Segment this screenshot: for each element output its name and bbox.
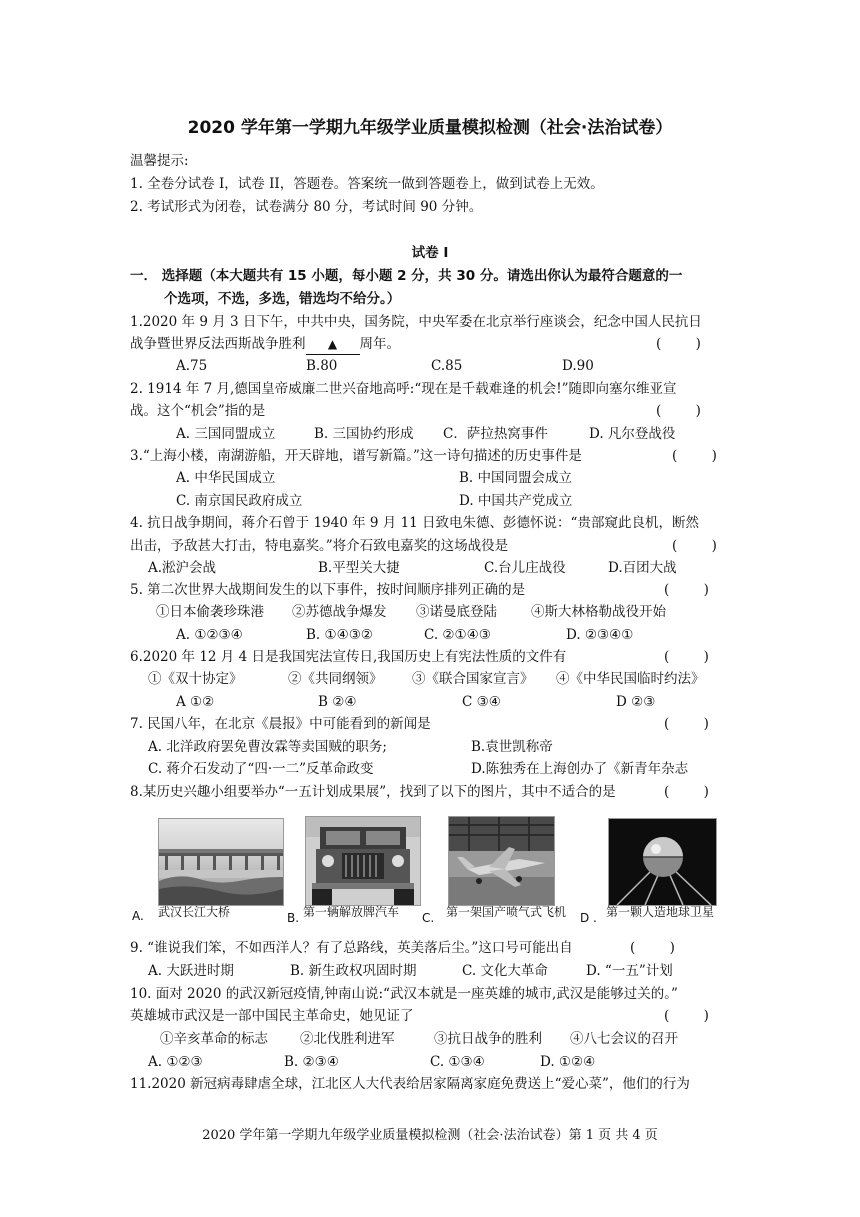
tip-2: 2. 考试形式为闭卷，试卷满分 80 分，考试时间 90 分钟。 — [130, 199, 483, 215]
q3-option-d: D. 中国共产党成立 — [459, 493, 573, 509]
q1-option-b: B.80 — [306, 358, 338, 374]
q10-option-d: D. ①②④ — [540, 1054, 596, 1070]
q1-option-d: D.90 — [562, 358, 594, 374]
q4-option-d: D.百团大战 — [608, 560, 677, 576]
tip-1: 1. 全卷分试卷 I，试卷 II，答题卷。答案统一做到答题卷上，做到试卷上无效。 — [130, 176, 604, 192]
section-title: 试卷 I — [411, 245, 449, 261]
q3-option-b: B. 中国同盟会成立 — [459, 470, 573, 486]
q7-answer-paren: ( ) — [664, 716, 709, 732]
q3-stem-line1: 3.“上海小楼，南湖游船，开天辟地，谱写新篇。”这一诗句描述的历史事件是 — [130, 448, 582, 464]
tips-heading: 温馨提示: — [130, 153, 189, 169]
q2-stem-line1: 2. 1914 年 7 月,德国皇帝威廉二世兴奋地高呼:“现在是千载难逢的机会!”随即向塞尔维亚宣 — [130, 381, 677, 397]
q8-letter-d: D . — [580, 911, 597, 925]
q5-item-4: ④斯大林格勒战役开始 — [531, 604, 666, 620]
q2-option-b: B. 三国协约形成 — [314, 426, 414, 442]
q5-option-b: B. ①④③② — [306, 627, 373, 643]
q2-answer-paren: ( ) — [656, 403, 701, 419]
q10-stem-line1: 10. 面对 2020 的武汉新冠疫情,钟南山说:“武汉本就是一座英雄的城市,武汉是能够过关的。” — [130, 986, 678, 1002]
q8-letter-c: C. — [422, 911, 435, 925]
page-title: 2020 学年第一学期九年级学业质量模拟检测（社会·法治试卷） — [187, 118, 673, 138]
q3-option-c: C. 南京国民政府成立 — [176, 493, 303, 509]
q5-option-d: D. ②③④① — [566, 627, 634, 643]
q10-option-c: C. ①③④ — [430, 1054, 485, 1070]
q10-item-4: ④八七会议的召开 — [570, 1031, 678, 1047]
q6-item-4: ④《中华民国临时约法》 — [556, 671, 705, 687]
q1-option-a: A.75 — [176, 358, 208, 374]
q9-option-d: D. “一五”计划 — [586, 963, 673, 979]
q4-option-a: A.淞沪会战 — [148, 560, 217, 576]
q6-option-d: D ②③ — [616, 694, 656, 710]
q4-stem-line1: 4. 抗日战争期间，蒋介石曾于 1940 年 9 月 11 日致电朱德、彭德怀说：“贵部窥此良机，断然 — [130, 515, 699, 531]
q7-stem-line1: 7. 民国八年，在北京《晨报》中可能看到的新闻是 — [130, 716, 431, 732]
q1-stem-line1: 1.2020 年 9 月 3 日下午，中共中央，国务院，中央军委在北京举行座谈会，纪念中国人民抗日 — [130, 314, 702, 330]
q10-item-2: ②北伐胜利进军 — [300, 1031, 395, 1047]
q9-stem-line1: 9. “谁说我们笨，不如西洋人？有了总路线，英美落后尘。”这口号可能出自 — [130, 940, 573, 956]
q2-option-a: A. 三国同盟成立 — [176, 426, 276, 442]
q8-letter-a: A. — [132, 909, 144, 923]
q1-option-c: C.85 — [431, 358, 463, 374]
q6-item-2: ②《共同纲领》 — [288, 671, 383, 687]
q4-stem-line2: 出击，予敌甚大打击，特电嘉奖。”将介石致电嘉奖的这场战役是 — [130, 538, 509, 554]
q5-item-1: ①日本偷袭珍珠港 — [156, 604, 264, 620]
q3-answer-paren: ( ) — [672, 448, 717, 464]
q10-item-3: ③抗日战争的胜利 — [434, 1031, 542, 1047]
bridge-photo-icon — [158, 818, 284, 906]
q9-option-a: A. 大跃进时期 — [148, 963, 234, 979]
q8-stem-line1: 8.某历史兴趣小组要举办“一五计划成果展”，找到了以下的图片，其中不适合的是 — [130, 784, 616, 800]
q11-stem-line1: 11.2020 新冠病毒肆虐全球，江北区人大代表给居家隔离家庭免费送上“爱心菜”，他们的行为 — [130, 1076, 690, 1092]
q5-option-a: A. ①②③④ — [176, 627, 243, 643]
q1-blank: ▲ — [306, 334, 360, 355]
q7-option-c: C. 蒋介石发动了“四·一二”反革命政变 — [148, 761, 374, 777]
q10-answer-paren: ( ) — [664, 1008, 709, 1024]
part1-instruction-line2: 个选项，不选，多选，错选均不给分。） — [164, 291, 401, 307]
q9-answer-paren: ( ) — [630, 940, 675, 956]
q7-option-d: D.陈独秀在上海创办了《新青年杂志 — [471, 761, 689, 777]
q6-option-c: C ③④ — [462, 694, 501, 710]
part1-instruction-line1: 一． 选择题（本大题共有 15 小题，每小题 2 分，共 30 分。请选出你认为最符合题意的一 — [130, 268, 683, 284]
q6-item-1: ①《双十协定》 — [148, 671, 243, 687]
q5-item-3: ③诺曼底登陆 — [416, 604, 497, 620]
q10-item-1: ①辛亥革命的标志 — [160, 1031, 268, 1047]
q6-answer-paren: ( ) — [664, 649, 709, 665]
q6-option-b: B ②④ — [318, 694, 357, 710]
q4-answer-paren: ( ) — [672, 538, 717, 554]
q8-letter-b: B. — [287, 911, 300, 925]
satellite-photo-icon — [608, 818, 717, 906]
q9-option-b: B. 新生政权巩固时期 — [290, 963, 417, 979]
truck-photo-icon — [305, 816, 421, 906]
q8-caption-b: 第一辆解放牌汽车 — [303, 905, 400, 919]
q1-stem-line2: 战争暨世界反法西斯战争胜利 ▲ 周年。 — [130, 334, 400, 355]
q10-option-b: B. ②③④ — [284, 1054, 339, 1070]
q3-option-a: A. 中华民国成立 — [176, 470, 276, 486]
q6-item-3: ③《联合国家宣言》 — [412, 671, 534, 687]
q4-option-b: B.平型关大捷 — [318, 560, 400, 576]
q8-answer-paren: ( ) — [664, 784, 709, 800]
q5-answer-paren: ( ) — [664, 582, 709, 598]
q5-option-c: C. ②①④③ — [424, 627, 491, 643]
q5-stem-line1: 5. 第二次世界大战期间发生的以下事件，按时间顺序排列正确的是 — [130, 582, 526, 598]
q7-option-a: A. 北洋政府罢免曹汝霖等卖国贼的职务; — [148, 739, 387, 755]
q2-stem-line2: 战。这个“机会”指的是 — [130, 403, 266, 419]
q8-caption-c: 第一架国产喷气式飞机 — [446, 905, 567, 919]
q2-option-d: D. 凡尔登战役 — [589, 426, 676, 442]
q1-answer-paren: ( ) — [656, 336, 701, 352]
q10-option-a: A. ①②③ — [148, 1054, 203, 1070]
q4-option-c: C.台儿庄战役 — [484, 560, 566, 576]
q5-item-2: ②苏德战争爆发 — [292, 604, 387, 620]
q8-caption-d: 第一颗人造地球卫星 — [606, 905, 715, 919]
jet-photo-icon — [448, 816, 555, 906]
q6-stem-line1: 6.2020 年 12 月 4 日是我国宪法宣传日,我国历史上有宪法性质的文件有 — [130, 649, 567, 665]
page-footer: 2020 学年第一学期九年级学业质量模拟检测（社会·法治试卷）第 1 页 共 4 页 — [202, 1128, 658, 1143]
q2-option-c: C．萨拉热窝事件 — [443, 426, 548, 442]
q6-option-a: A ①② — [176, 694, 215, 710]
q7-option-b: B.袁世凯称帝 — [471, 739, 553, 755]
q10-stem-line2: 英雄城市武汉是一部中国民主革命史，她见证了 — [130, 1008, 414, 1024]
q8-caption-a: 武汉长江大桥 — [158, 905, 231, 919]
q9-option-c: C. 文化大革命 — [462, 963, 548, 979]
